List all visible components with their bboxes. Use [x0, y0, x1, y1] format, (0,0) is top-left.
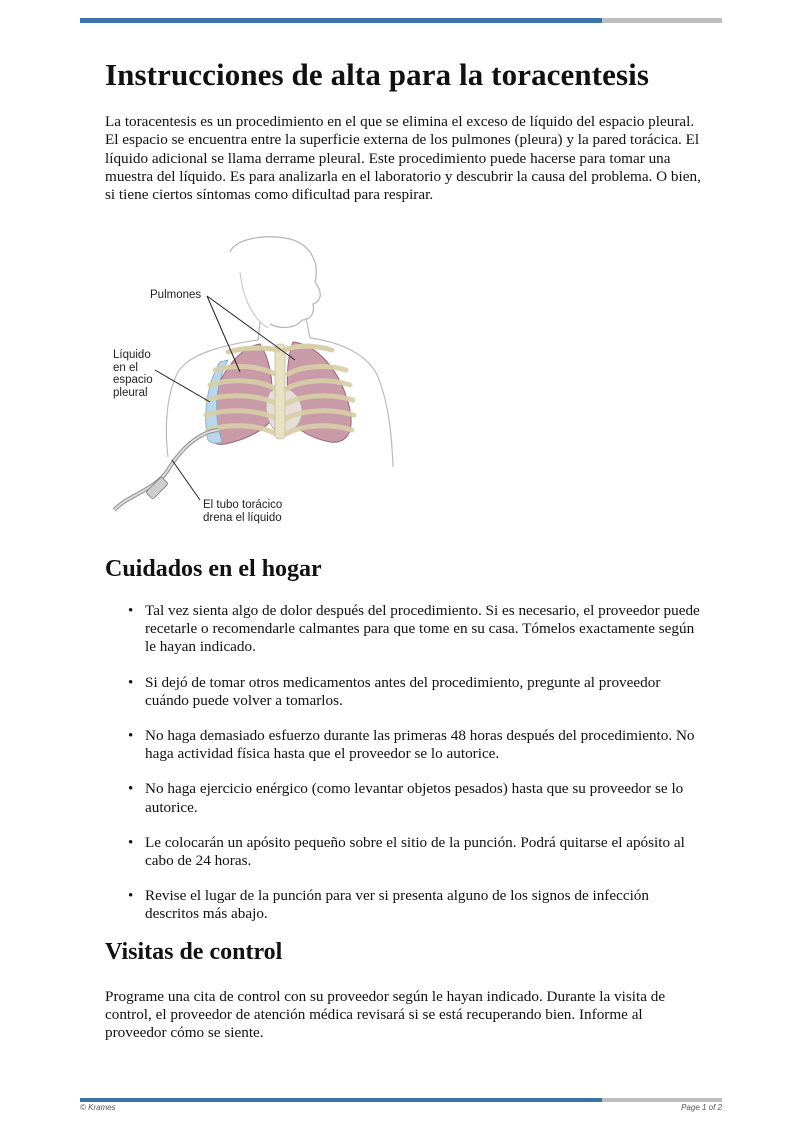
list-item: • No haga ejercicio enérgico (como levantar objetos pesados) hasta que su proveedor se lo autorice.	[105, 780, 705, 816]
bottom-divider-bar	[80, 1098, 722, 1102]
label-pleural-fluid: Líquido en el espacio pleural	[113, 349, 153, 399]
label-chest-tube: El tubo torácico drena el líquido	[203, 499, 283, 524]
top-bar-gray-segment	[602, 18, 722, 23]
top-bar-blue-segment	[80, 18, 602, 23]
bottom-bar-blue-segment	[80, 1098, 602, 1102]
bottom-bar-gray-segment	[602, 1098, 722, 1102]
footer-page-number: Page 1 of 2	[681, 1103, 722, 1112]
top-divider-bar	[80, 18, 722, 23]
follow-up-paragraph: Programe una cita de control con su proveedor según le hayan indicado. Durante la visita de control, el proveedor de atención médica revisará si se está recuperando bien. Informe al proveedor cómo se siente.	[105, 988, 666, 1042]
home-care-heading: Cuidados en el hogar	[105, 556, 322, 582]
list-item: • Le colocarán un apósito pequeño sobre el sitio de la punción. Podrá quitarse el apósito al cabo de 24 horas.	[105, 834, 705, 870]
footer-copyright: © Krames	[80, 1103, 116, 1112]
thoracentesis-illustration	[110, 232, 400, 527]
home-care-list-container	[105, 602, 705, 941]
home-care-list	[105, 602, 705, 924]
list-item: • No haga demasiado esfuerzo durante las primeras 48 horas después del procedimiento. No haga actividad física hasta que el proveedor se lo autorice.	[105, 727, 705, 763]
intro-paragraph: La toracentesis es un procedimiento en el que se elimina el exceso de líquido del espacio pleural. El espacio se encuentra entre la superficie externa de los pulmones (pleura) y la pared torácica. El líquido adicional se llama derrame pleural. Este procedimiento puede hacerse para tomar una muestra del líquido. Es para analizarla en el laboratorio y descubrir la causa del problema. O bien, si tiene ciertos síntomas como dificultad para respirar.	[105, 113, 701, 203]
list-item: • Revise el lugar de la punción para ver si presenta alguno de los signos de infección descritos más abajo.	[105, 887, 705, 923]
home-care-section	[105, 555, 705, 584]
follow-up-section	[105, 938, 705, 967]
label-lungs: Pulmones	[150, 289, 202, 301]
page-title: Instrucciones de alta para la toracentesis	[105, 57, 650, 92]
follow-up-text-container	[105, 988, 705, 1043]
list-item: • Si dejó de tomar otros medicamentos antes del procedimiento, pregunte al proveedor cuándo puede volver a tomarlos.	[105, 674, 705, 710]
list-item: • Tal vez sienta algo de dolor después del procedimiento. Si es necesario, el proveedor puede recetarle o recomendarle calmantes para que tome en su casa. Tómelos exactamente según le hayan indicado.	[105, 602, 705, 657]
illustration-svg	[110, 232, 400, 527]
follow-up-heading: Visitas de control	[105, 939, 283, 965]
intro-section	[105, 56, 705, 204]
